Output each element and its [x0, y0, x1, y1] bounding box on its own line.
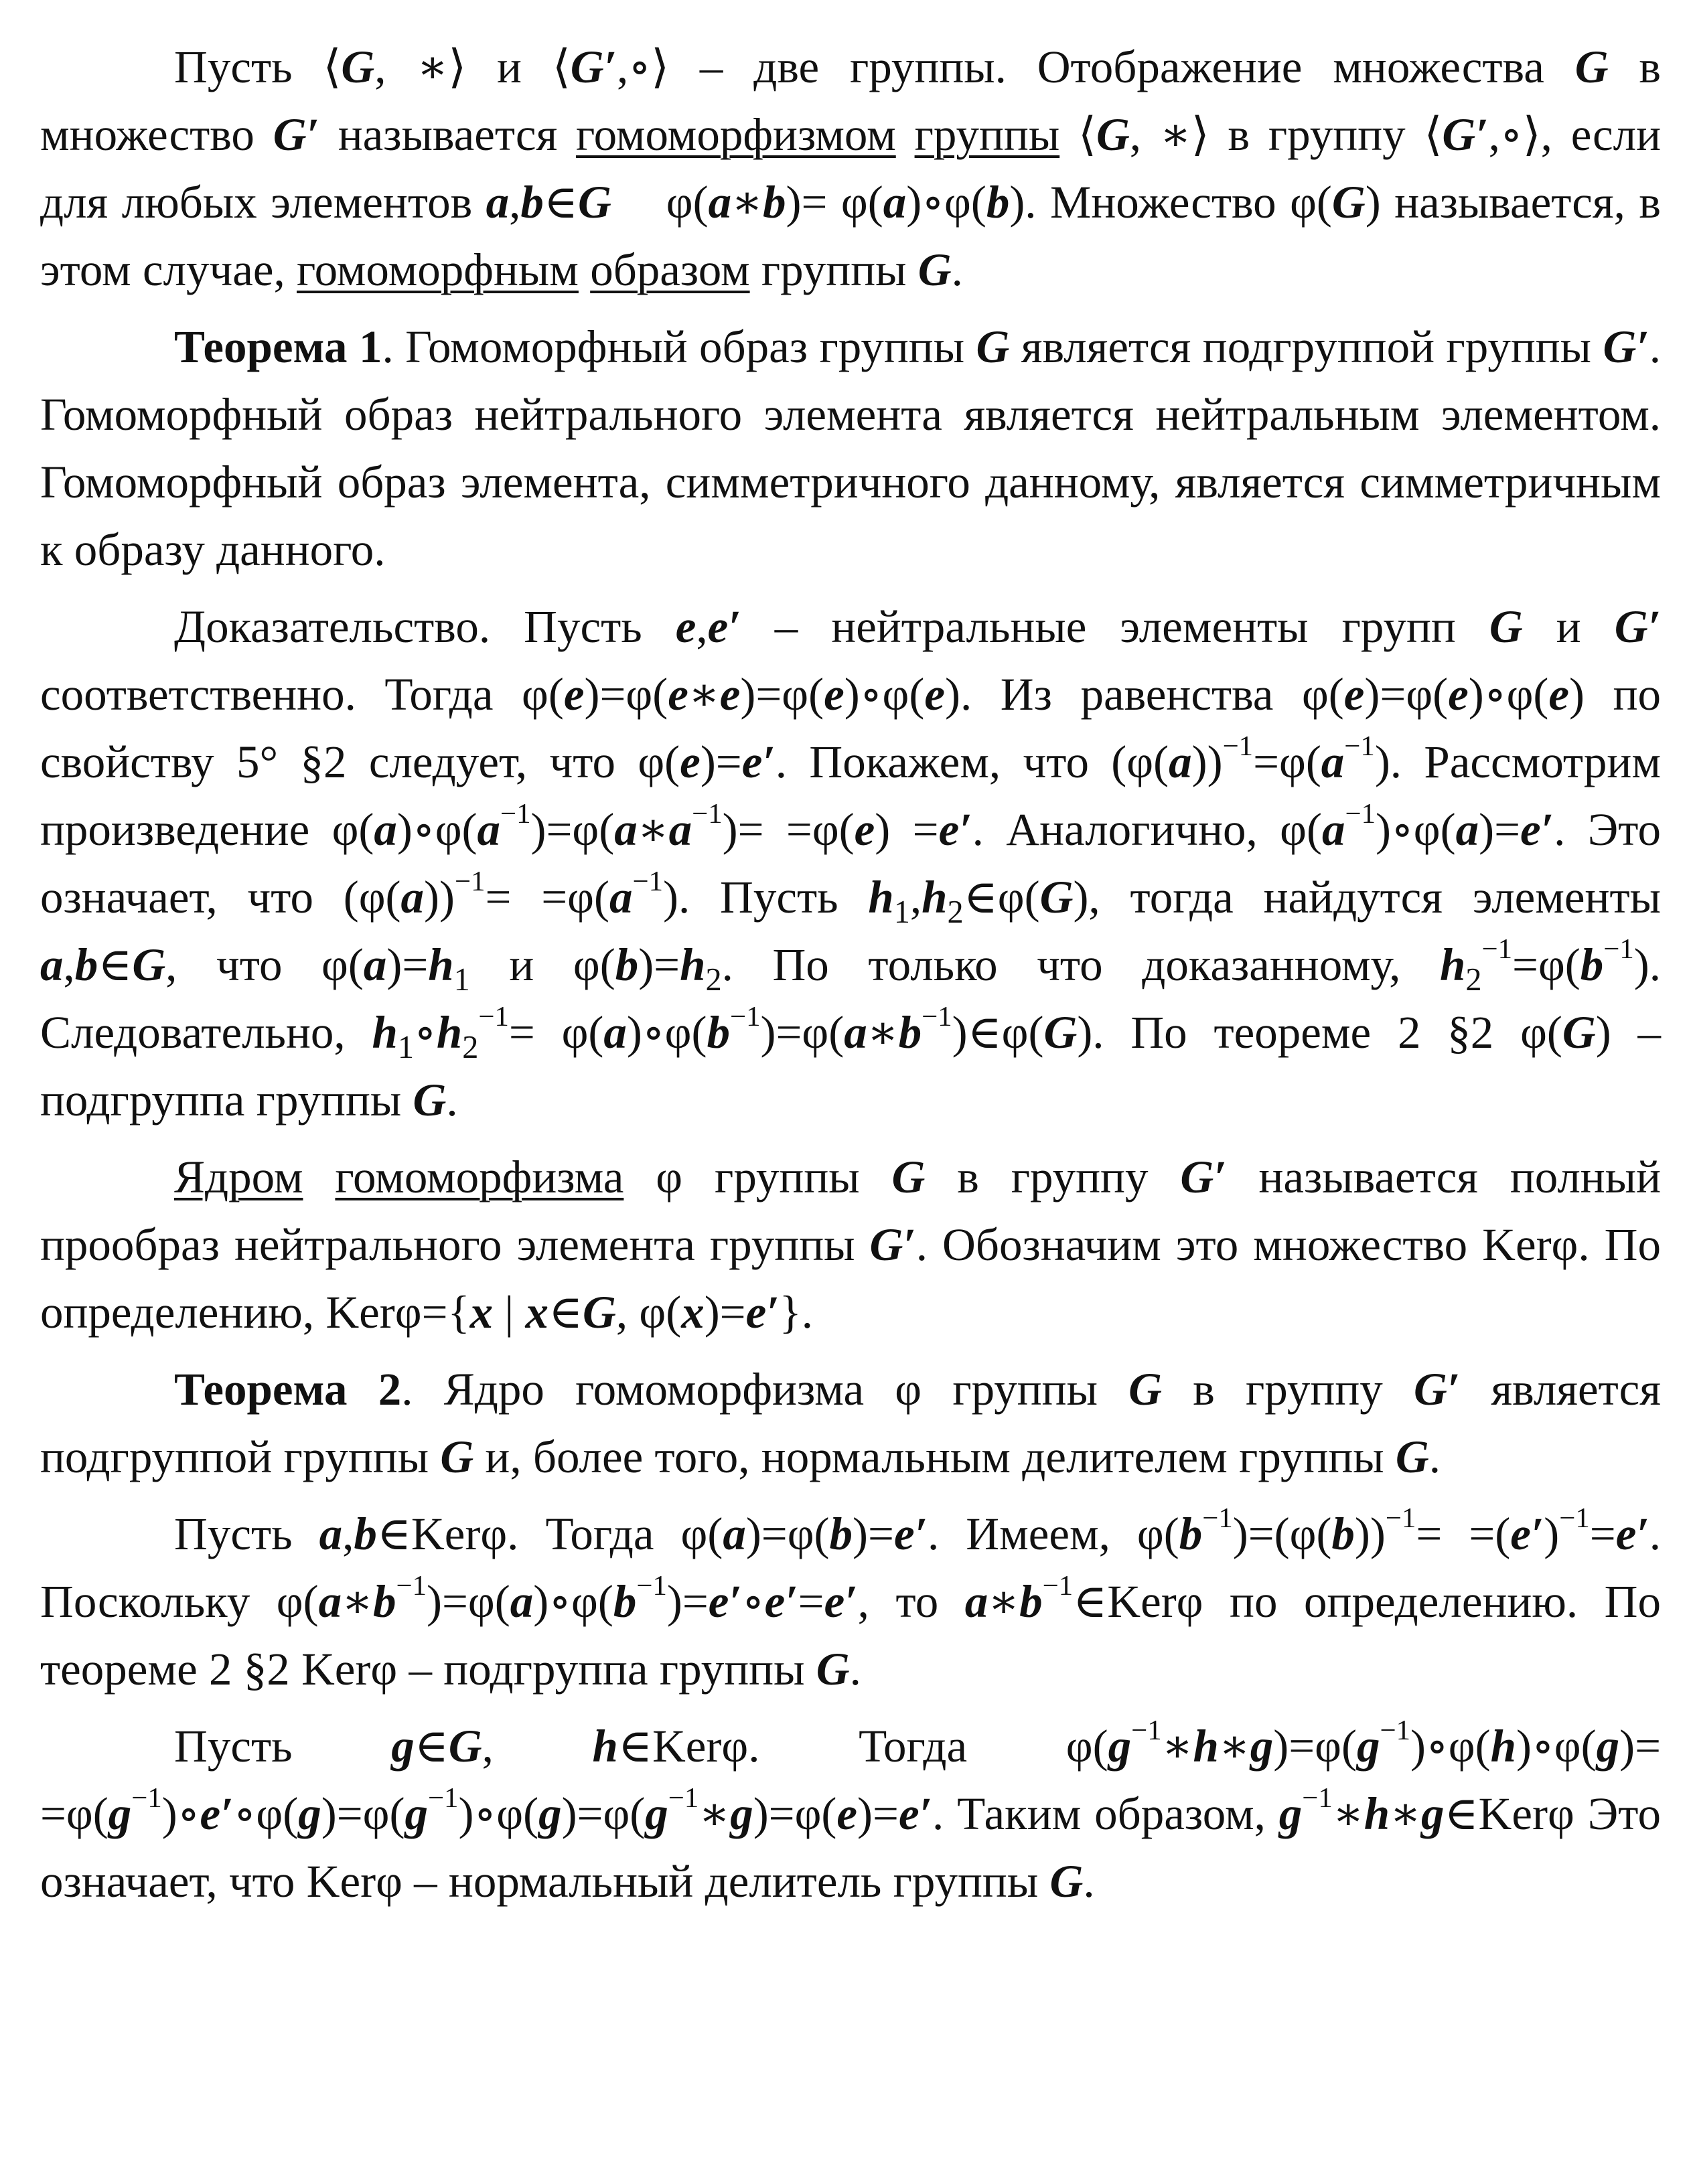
document-page: [40, 33, 1661, 2169]
term-image: образом: [590, 244, 750, 295]
term-homomorphic: гомоморфным: [296, 244, 579, 295]
paragraph-theorem-2: Теорема 2. Ядро гомоморфизма φ группы G в группу G′ является подгруппой группы G и, более того, нормальным делителем группы G.: [40, 1364, 1661, 1482]
term-group: группы: [914, 109, 1060, 160]
term-kernel: Ядром: [174, 1152, 303, 1202]
paragraph-theorem-1: Теорема 1. Гомоморфный образ группы G является подгруппой группы G′. Гомоморфный образ нейтрального элемента является нейтральным элементом. Гомоморфный образ элемента, симметричного данному, является симметричным к образу данного.: [40, 321, 1661, 575]
term-homomorphism: гомоморфизмом: [576, 109, 896, 160]
paragraph-proof-2a: Пусть a,b∈Kerφ. Тогда φ(a)=φ(b)=e′. Имеем, $\varphi(b^{-1})=(\varphi(b))^{-1}= =(e')^{-1}=e'$. Поскольку $\varphi(a∗b^{-1})=\varphi(a)\circ\varphi(b^{-1})=e'\circ e'=e'$, то $a∗b^{-1}\in Ker\varphi$ по определению. По теореме 2 §2 Kerφ – подгруппа группы G.: [40, 1502, 1662, 1695]
paragraph-kernel-definition: Ядром гомоморфизма φ группы G в группу G′ называется полный прообраз нейтрального элемента группы G′. Обозначим это множество Kerφ. По определению, Kerφ={x | x∈G, φ(x)=e′}.: [40, 1152, 1662, 1338]
theorem-1-label: Теорема 1: [174, 321, 382, 372]
paragraph-proof-2b: Пусть g∈G, h∈Kerφ. Тогда $\varphi(g^{-1}∗h∗g)=\varphi(g^{-1})\circ\varphi(h)\circ\varphi(g)=$ $=\varphi(g^{-1})\circ e'\circ\varphi(g)=\varphi(g^{-1})\circ\varphi(g)=\varphi(g^{-1}∗g)=\varphi(e)=e'$. Таким образом, $g^{-1}∗h∗g\in Ker\varphi$ Это означает, что Kerφ – нормальный делитель группы G.: [40, 1715, 1661, 1907]
paragraph-definition: Пусть ⟨G, ∗⟩ и ⟨G′,∘⟩ – две группы. Отображение множества G в множество G′ называется гомоморфизмом группы ⟨G, ∗⟩ в группу ⟨G′,∘⟩, если для любых элементов a,b∈G φ(a∗b)= φ(a)∘φ(b). Множество φ(G) называется, в этом случае, гомоморфным образом группы G.: [40, 42, 1662, 295]
theorem-2-label: Теорема 2: [174, 1364, 402, 1415]
paragraph-proof-1: Доказательство. Пусть e,e′ – нейтральные элементы групп G и G′ соответственно. Тогда φ(e)=φ(e∗e)=φ(e)∘φ(e). Из равенства φ(e)=φ(e)∘φ(e) по свойству 5° §2 следует, что φ(e)=e′. Покажем, что $(\varphi(a))^{-1}=\varphi(a^{-1})$. Рассмотрим произведение $\varphi(a)\circ\varphi(a^{-1})=\varphi(a∗a^{-1})= =\varphi(e) =e'$. Аналогично, $\varphi(a^{-1})\circ\varphi(a)=e'$. Это означает, что $(\varphi(a))^{-1}= =\varphi(a^{-1})$. Пусть $h_1,h_2\in\varphi(G)$, тогда найдутся элементы a,b∈G, что $\varphi(a)=h_1$ и $\varphi(b)=h_2$. По только что доказанному, $h_2^{-1}=\varphi(b^{-1})$. Следовательно, $h_1\circ h_2^{-1}=$ $\varphi(a)\circ\varphi(b^{-1})=\varphi(a∗b^{-1})\in\varphi(G)$. По теореме 2 §2 φ(G) – подгруппа группы G.: [40, 601, 1662, 1125]
term-homomorphism-2: гомоморфизма: [335, 1152, 624, 1202]
